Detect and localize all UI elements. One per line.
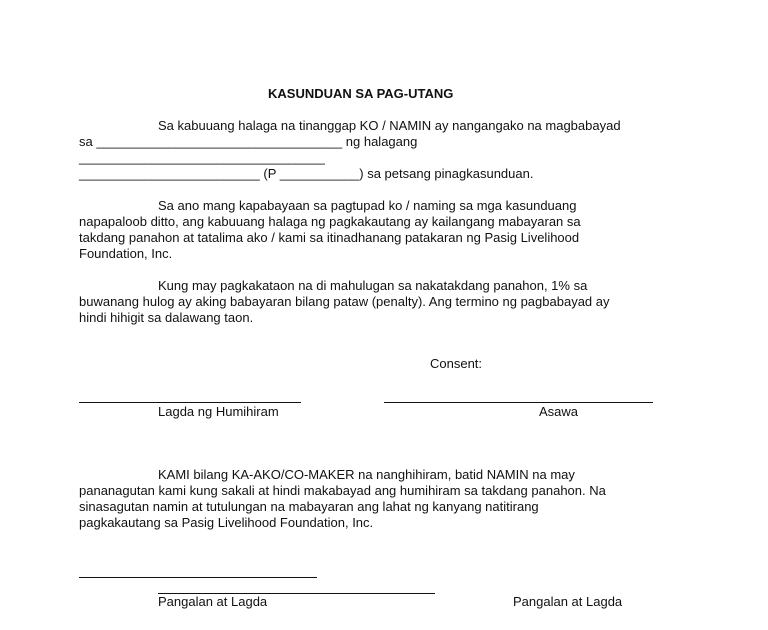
borrower-signature-label: Lagda ng Humihiram: [158, 404, 279, 419]
p3-line-3: hindi hihigit sa dalawang taon.: [79, 310, 254, 325]
p1-line-3: __________________________________: [79, 150, 325, 165]
p4-line-2: pananagutan kami kung sakali at hindi makabayad ang humihiram sa takdang panahon. Na: [79, 483, 606, 498]
p1-line-1: Sa kabuuang halaga na tinanggap KO / NAMIN ay nangangako na magbabayad: [158, 118, 621, 133]
consent-label: Consent:: [430, 356, 483, 371]
spouse-signature-label: Asawa: [539, 404, 579, 419]
comaker1-signature-line: [79, 577, 317, 578]
p4-line-3: sinasagutan namin at tutulungan na mabayaran ang lahat ng kanyang natitirang: [79, 499, 539, 514]
p3-line-1: Kung may pagkakataon na di mahulugan sa nakatakdang panahon, 1% sa: [158, 278, 588, 293]
document-title: KASUNDUAN SA PAG-UTANG: [268, 86, 454, 101]
borrower-signature-line: [79, 402, 301, 403]
p2-line-2: napapaloob ditto, ang kabuuang halaga ng pagkakautang ay kailangang mabayaran sa: [79, 214, 581, 229]
p2-line-4: Foundation, Inc.: [79, 246, 173, 261]
p4-line-1: KAMI bilang KA-AKO/CO-MAKER na nanghihiram, batid NAMIN na may: [158, 467, 575, 482]
spouse-signature-line: [384, 402, 653, 403]
p1-line-4: _________________________ (P ___________) sa petsang pinagkasunduan.: [79, 166, 534, 181]
p1-line-2: sa __________________________________ ng halagang: [79, 134, 418, 149]
p4-line-4: pagkakautang sa Pasig Livelihood Foundation, Inc.: [79, 515, 374, 530]
p3-line-2: buwanang hulog ay aking babayaran bilang pataw (penalty). Ang termino ng pagbabayad ay: [79, 294, 610, 309]
p2-line-3: takdang panahon at tatalima ako / kami sa itinadhanang patakaran ng Pasig Livelihood: [79, 230, 580, 245]
comaker2-signature-label: Pangalan at Lagda: [513, 594, 623, 609]
comaker1-signature-label: Pangalan at Lagda: [158, 594, 268, 609]
p2-line-1: Sa ano mang kapabayaan sa pagtupad ko / naming sa mga kasunduang: [158, 198, 577, 213]
